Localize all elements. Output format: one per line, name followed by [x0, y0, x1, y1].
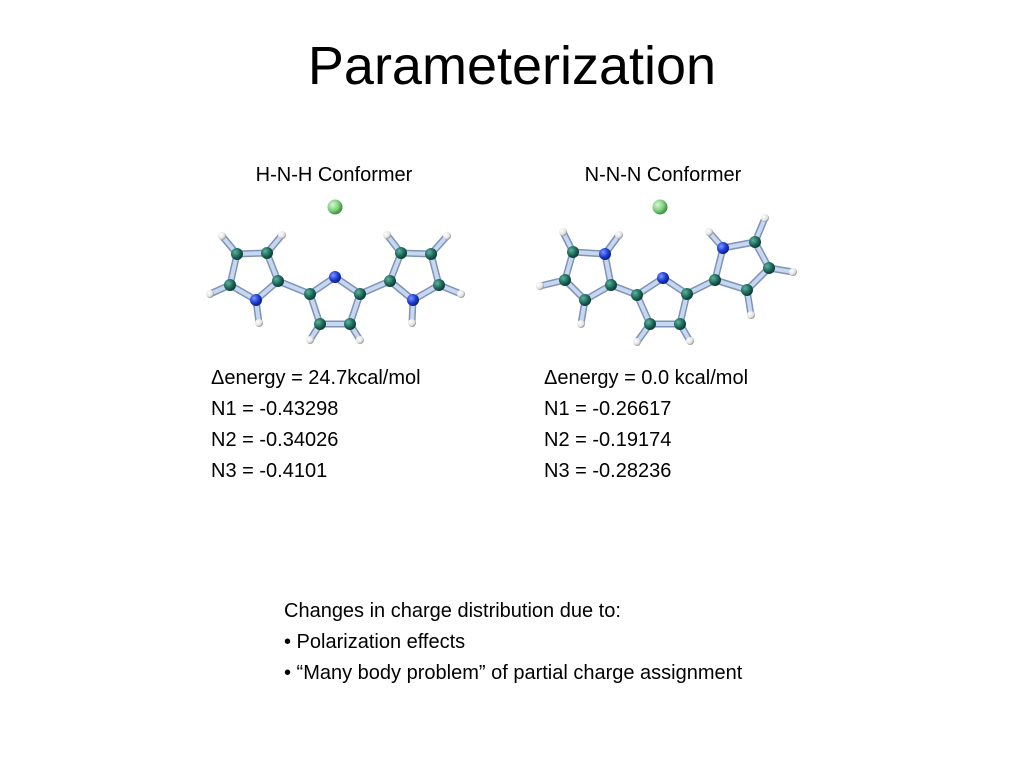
- n1-charge: N1 = -0.43298: [211, 398, 339, 420]
- n3-charge: N3 = -0.4101: [211, 460, 328, 482]
- n2-charge: N2 = -0.19174: [544, 429, 672, 451]
- conformer-caption-nnn: N-N-N Conformer: [584, 164, 742, 186]
- ion-atom: [653, 200, 668, 215]
- notes-bullet: • Polarization effects: [284, 631, 466, 653]
- energy-value: Δenergy = 0.0 kcal/mol: [544, 367, 749, 389]
- stats-nnn: [544, 363, 748, 487]
- energy-value: Δenergy = 24.7kcal/mol: [211, 367, 421, 389]
- stats-hnh: [211, 363, 421, 487]
- conformer-caption-hnh: H-N-H Conformer: [255, 164, 413, 186]
- molecule-hnh-conformer: [200, 190, 480, 350]
- n2-charge: N2 = -0.34026: [211, 429, 339, 451]
- slide-title: Parameterization: [307, 36, 717, 96]
- n3-charge: N3 = -0.28236: [544, 460, 672, 482]
- notes-bullet: • “Many body problem” of partial charge assignment: [284, 662, 743, 684]
- n1-charge: N1 = -0.26617: [544, 398, 672, 420]
- molecule-nnn-conformer: [525, 190, 810, 350]
- notes-heading: Changes in charge distribution due to:: [284, 600, 621, 622]
- ion-atom: [328, 200, 343, 215]
- notes-block: [284, 596, 742, 689]
